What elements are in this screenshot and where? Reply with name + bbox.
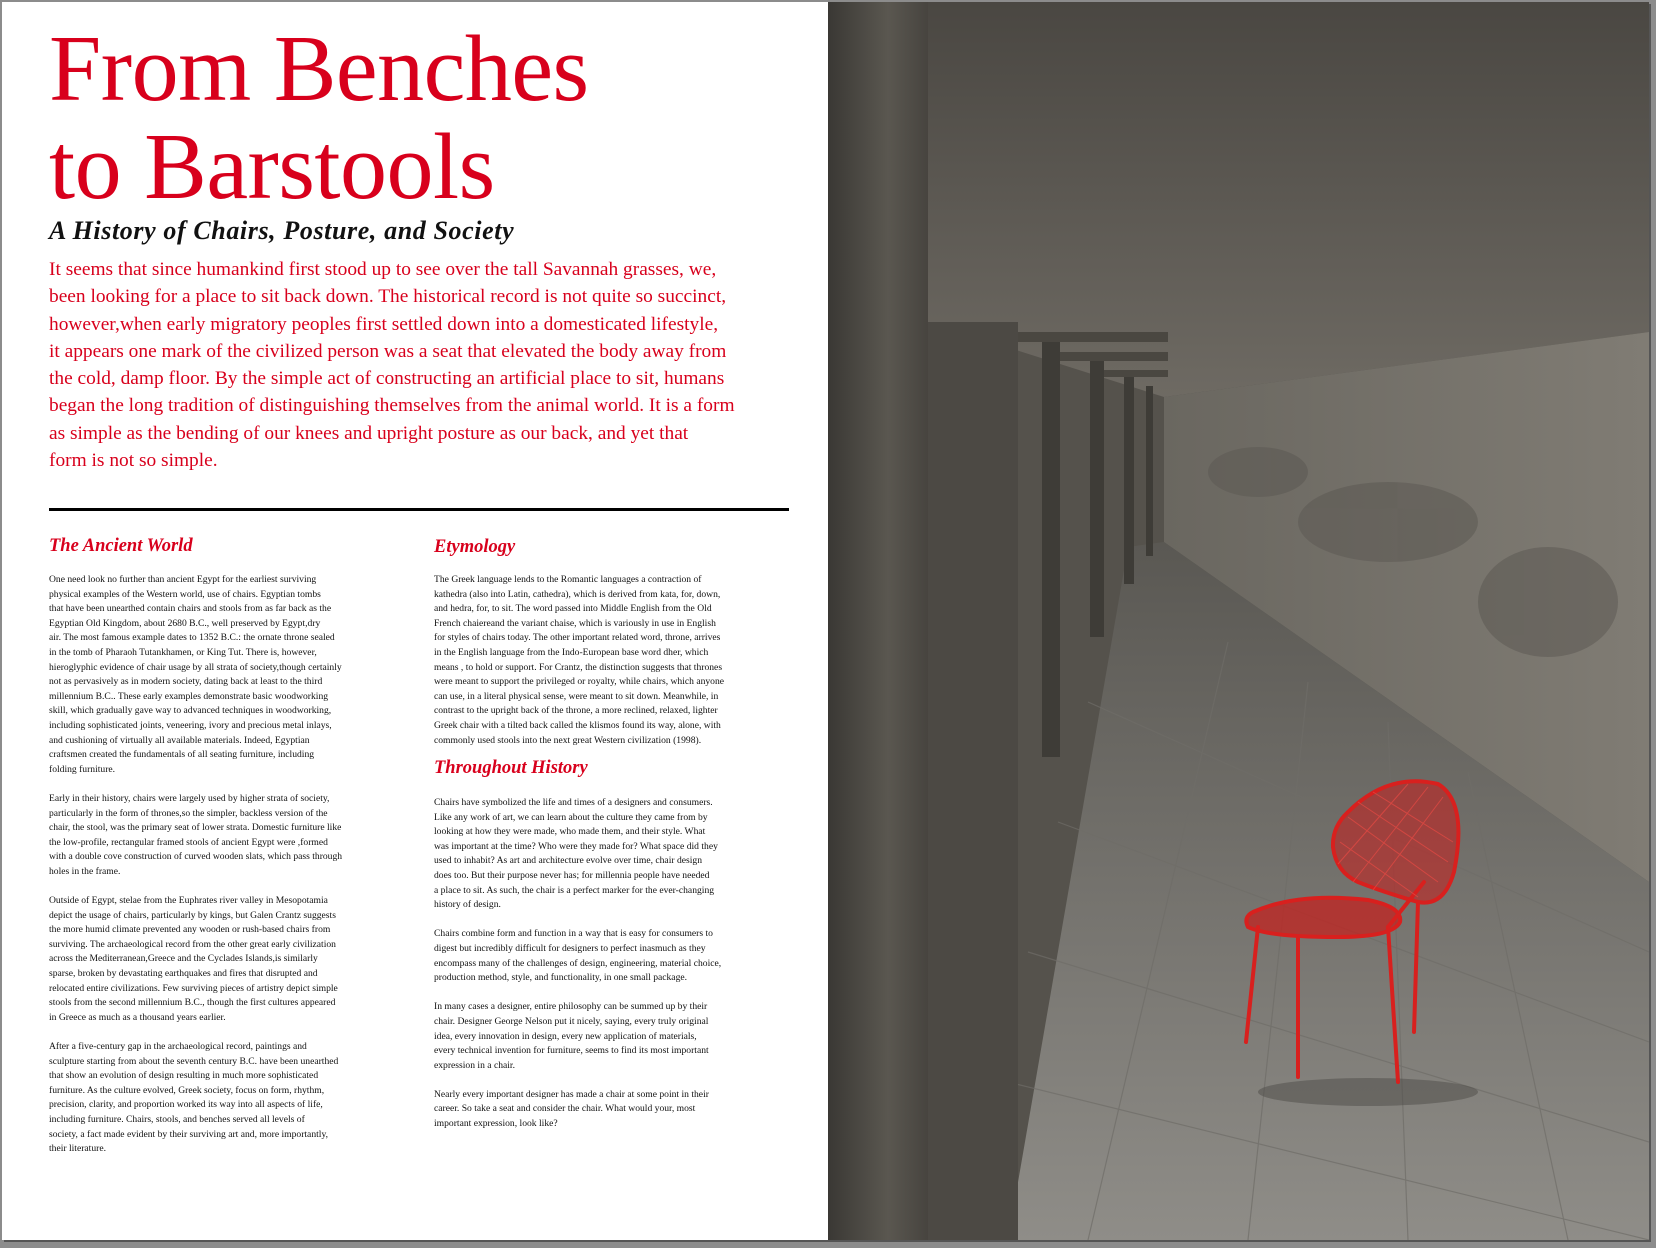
title-line: to Barstools [49,115,495,219]
body-line: Chairs have symbolized the life and times of a designers and consumers. [434,797,713,808]
intro-paragraph [49,256,794,474]
corridor-photo [828,2,1649,1240]
body-line: After a five-century gap in the archaeological record, paintings and [49,1041,307,1052]
body-paragraph [434,1000,804,1073]
body-line: The Greek language lends to the Romantic languages a contraction of [434,574,702,585]
intro-line: it appears one mark of the civilized person was a seat that elevated the body away from [49,340,727,362]
intro-line: It seems that since humankind first stood up to see over the tall Savannah grasses, we, [49,259,717,280]
body-line: Chairs combine form and function in a way that is easy for consumers to [434,928,713,940]
body-line: that have been unearthed contain chairs and stools from as far back as the [49,603,332,615]
column-ancient-world [49,573,419,1171]
column-throughout-history [434,796,804,1146]
body-line: millennium B.C.. These early examples demonstrate basic woodworking [49,690,329,702]
body-paragraph [434,796,804,913]
body-paragraph [434,573,804,748]
body-line: sparse, broken by devastating earthquakes and fires that disrupted and [49,968,318,980]
body-line: air. The most famous example dates to 1352 B.C.: the ornate throne sealed [49,632,335,644]
body-line: encompass many of the challenges of design, engineering, material choice, [434,957,722,969]
body-line: history of design. [434,899,501,911]
title-line: From Benches [49,17,589,121]
body-line: precision, clarity, and proportion worked its way into all aspects of life, [49,1099,323,1111]
body-line: every technical invention for furniture, seems to find its most important [434,1045,709,1057]
body-line: skill, which gradually gave way to advanced techniques in woodworking, [49,705,332,717]
body-line: sculpture starting from about the seventh century B.C. have been unearthed [49,1055,339,1067]
body-line: Greek chair with a tilted back called the klismos found its way, alone, with [434,719,721,731]
body-line: digest but incredibly difficult for designers to perfect inasmuch as they [434,942,706,954]
body-line: production method, style, and functionality, in one small package. [434,972,688,984]
heading-etymology: Etymology [434,537,516,557]
body-line: in the English language from the Indo-European base word dher, which [434,646,709,658]
intro-line: the cold, damp floor. By the simple act of constructing an artificial place to sit, humans [49,368,725,390]
body-line: and hedra, for, to sit. The word passed into Middle English from the Old [434,603,712,615]
column-etymology [434,573,804,763]
body-line: were meant to support the privileged or royalty, while chairs, which anyone [434,676,725,688]
body-line: including sophisticated joints, veneering, ivory and precious metal inlays, [49,719,332,731]
body-line: furniture. As the culture evolved, Greek society, focus on form, rhythm, [49,1084,325,1096]
body-line: physical examples of the Western world, use of chairs. Egyptian tombs [49,588,321,600]
body-line: across the Mediterranean,Greece and the Cyclades Islands,is similarly [49,953,318,965]
article-title [49,17,789,219]
body-line: Early in their history, chairs were largely used by higher strata of society, [49,792,330,804]
body-line: in the tomb of Pharaoh Tutankhamen, or King Tut. There is, however, [49,646,317,658]
body-line: including furniture. Chairs, stools, and benches served all levels of [49,1113,305,1125]
magazine-spread [2,2,1649,1240]
body-line: important expression, look like? [434,1118,558,1130]
body-line: stools from the second millennium B.C., though the first cultures appeared [49,997,336,1009]
body-line: with a double cove construction of curved wooden slats, which pass through [49,851,343,863]
body-line: and cushioning of virtually all available materials. Indeed, Egyptian [49,734,310,746]
body-paragraph [434,927,804,985]
body-paragraph [49,573,419,777]
body-line: used to inhabit? As art and architecture evolve over time, chair design [434,855,702,867]
body-line: contrast to the upright back of the throne, a more reclined, relaxed, lighter [434,705,718,717]
body-line: relocated entire civilizations. Few surviving pieces of artistry depict simple [49,982,338,994]
body-line: French chaiereand the variant chaise, which is variously in use in English [434,617,716,629]
body-line: craftsmen created the fundamentals of all seating furniture, including [49,749,315,761]
intro-line: as simple as the bending of our knees and upright posture as our back, and yet that [49,422,689,444]
body-line: In many cases a designer, entire philosophy can be summed up by their [434,1001,708,1013]
body-line: commonly used stools into the next great Western civilization (1998). [434,734,702,746]
intro-line: form is not so simple. [49,450,218,472]
body-line: the low-profile, rectangular framed stools of ancient Egypt were ,formed [49,836,328,848]
body-paragraph [49,792,419,880]
body-line: Nearly every important designer has made a chair at some point in their [434,1088,709,1100]
body-line: that show an evolution of design resulting in much more sophisticated [49,1070,319,1082]
section-divider [49,508,789,511]
body-line: chair. Designer George Nelson put it nicely, saying, every truly original [434,1015,709,1027]
body-line: does too. But their purpose never has; for millennia people have needed [434,869,710,881]
intro-line: been looking for a place to sit back down. The historical record is not quite so succinct, [49,286,727,308]
body-line: in Greece as much as a thousand years earlier. [49,1011,226,1023]
body-line: their literature. [49,1143,107,1155]
body-line: means , to hold or support. For Crantz, the distinction suggests that thrones [434,661,723,673]
body-line: One need look no further than ancient Egypt for the earliest surviving [49,574,317,585]
body-line: holes in the frame. [49,865,121,877]
heading-ancient-world: The Ancient World [49,536,193,556]
red-chair-illustration [828,2,1649,1240]
body-line: the more humid climate prevented any wooden or rush-based chairs from [49,924,331,936]
body-line: surviving. The archaeological record from the other great early civilization [49,938,336,950]
body-line: a place to sit. As such, the chair is a perfect marker for the ever-changing [434,884,715,896]
article-subtitle: A History of Chairs, Posture, and Society [49,216,515,245]
body-line: Egyptian Old Kingdom, about 2680 B.C., well preserved by Egypt,dry [49,617,321,629]
body-line: particularly in the form of thrones,so the simpler, backless version of the [49,807,328,819]
intro-line: however,when early migratory peoples first settled down into a domesticated lifestyle, [49,313,719,335]
body-line: expression in a chair. [434,1059,515,1071]
left-page [2,2,828,1240]
body-line: chair, the stool, was the primary seat of lower strata. Domestic furniture like [49,822,342,834]
body-paragraph [49,1040,419,1157]
body-paragraph [434,1088,804,1132]
body-line: Outside of Egypt, stelae from the Euphrates river valley in Mesopotamia [49,895,328,907]
body-line: hieroglyphic evidence of chair usage by all strata of society,though certainly [49,661,342,673]
body-line: idea, every innovation in design, every new application of materials, [434,1030,697,1042]
heading-throughout-history: Throughout History [434,758,588,778]
body-line: kathedra (also into Latin, cathedra), which is derived from kata, for, down, [434,588,721,600]
body-paragraph [49,894,419,1025]
body-line: career. So take a seat and consider the chair. What would your, most [434,1103,696,1115]
body-line: can use, in a literal physical sense, were meant to sit down. Meanwhile, in [434,690,719,702]
body-line: folding furniture. [49,763,116,775]
body-line: for styles of chairs today. The other important related word, throne, arrives [434,632,721,644]
body-line: depict the usage of chairs, particularly by kings, but Galen Crantz suggests [49,909,336,921]
body-line: Like any work of art, we can learn about the culture they came from by [434,811,708,823]
body-line: not as pervasively as in modern society, dating back at least to the third [49,676,323,688]
body-line: society, a fact made evident by their surviving art and, more importantly, [49,1128,329,1140]
intro-line: began the long tradition of distinguishing themselves from the animal world. It is a form [49,395,735,417]
body-line: was important at the time? Who were they made for? What space did they [434,840,718,852]
body-line: looking at how they were made, who made them, and their style. What [434,826,706,838]
